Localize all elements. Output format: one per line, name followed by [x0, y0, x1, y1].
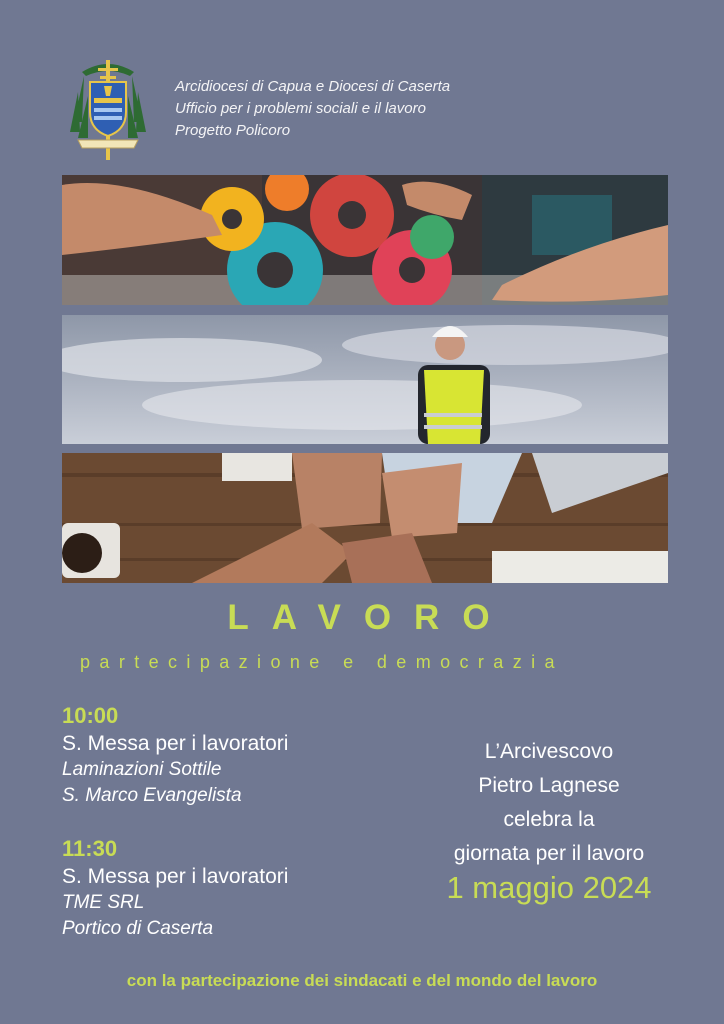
schedule-event: S. Messa per i lavoratori [62, 865, 289, 888]
page-subtitle: partecipazione e democrazia [80, 652, 564, 672]
event-date: 1 maggio 2024 [446, 870, 652, 905]
organization-block [175, 76, 450, 142]
schedule-event: S. Messa per i lavoratori [62, 732, 289, 755]
schedule-place: Laminazioni Sottile [62, 759, 222, 780]
schedule-item-2 [62, 835, 288, 942]
org-line-archdiocese: Arcidiocesi di Capua e Diocesi di Caserta [175, 78, 451, 95]
worker-sky-photo [62, 315, 668, 444]
schedule-place: S. Marco Evangelista [62, 785, 242, 806]
org-line-project: Progetto Policoro [175, 122, 291, 139]
footer-note: con la partecipazione dei sindacati e del mondo del lavoro [126, 971, 598, 990]
schedule-place: TME SRL [62, 892, 145, 913]
celebrant-line: L’Arcivescovo [484, 740, 614, 763]
celebrant-line: Pietro Lagnese [478, 774, 620, 797]
schedule-time: 11:30 [62, 836, 118, 861]
schedule-time: 10:00 [62, 703, 119, 728]
celebrant-block [420, 735, 678, 871]
schedule-place: Portico di Caserta [62, 918, 214, 939]
archdiocese-crest-logo [64, 52, 152, 164]
org-line-office: Ufficio per i problemi sociali e il lavoro [175, 100, 426, 117]
schedule-item-1 [62, 702, 288, 809]
fists-desk-photo [62, 453, 668, 583]
page-title: LAVORO [227, 598, 513, 637]
gears-hands-photo [62, 175, 668, 305]
celebrant-line: giornata per il lavoro [453, 842, 645, 865]
celebrant-line: celebra la [503, 808, 595, 831]
